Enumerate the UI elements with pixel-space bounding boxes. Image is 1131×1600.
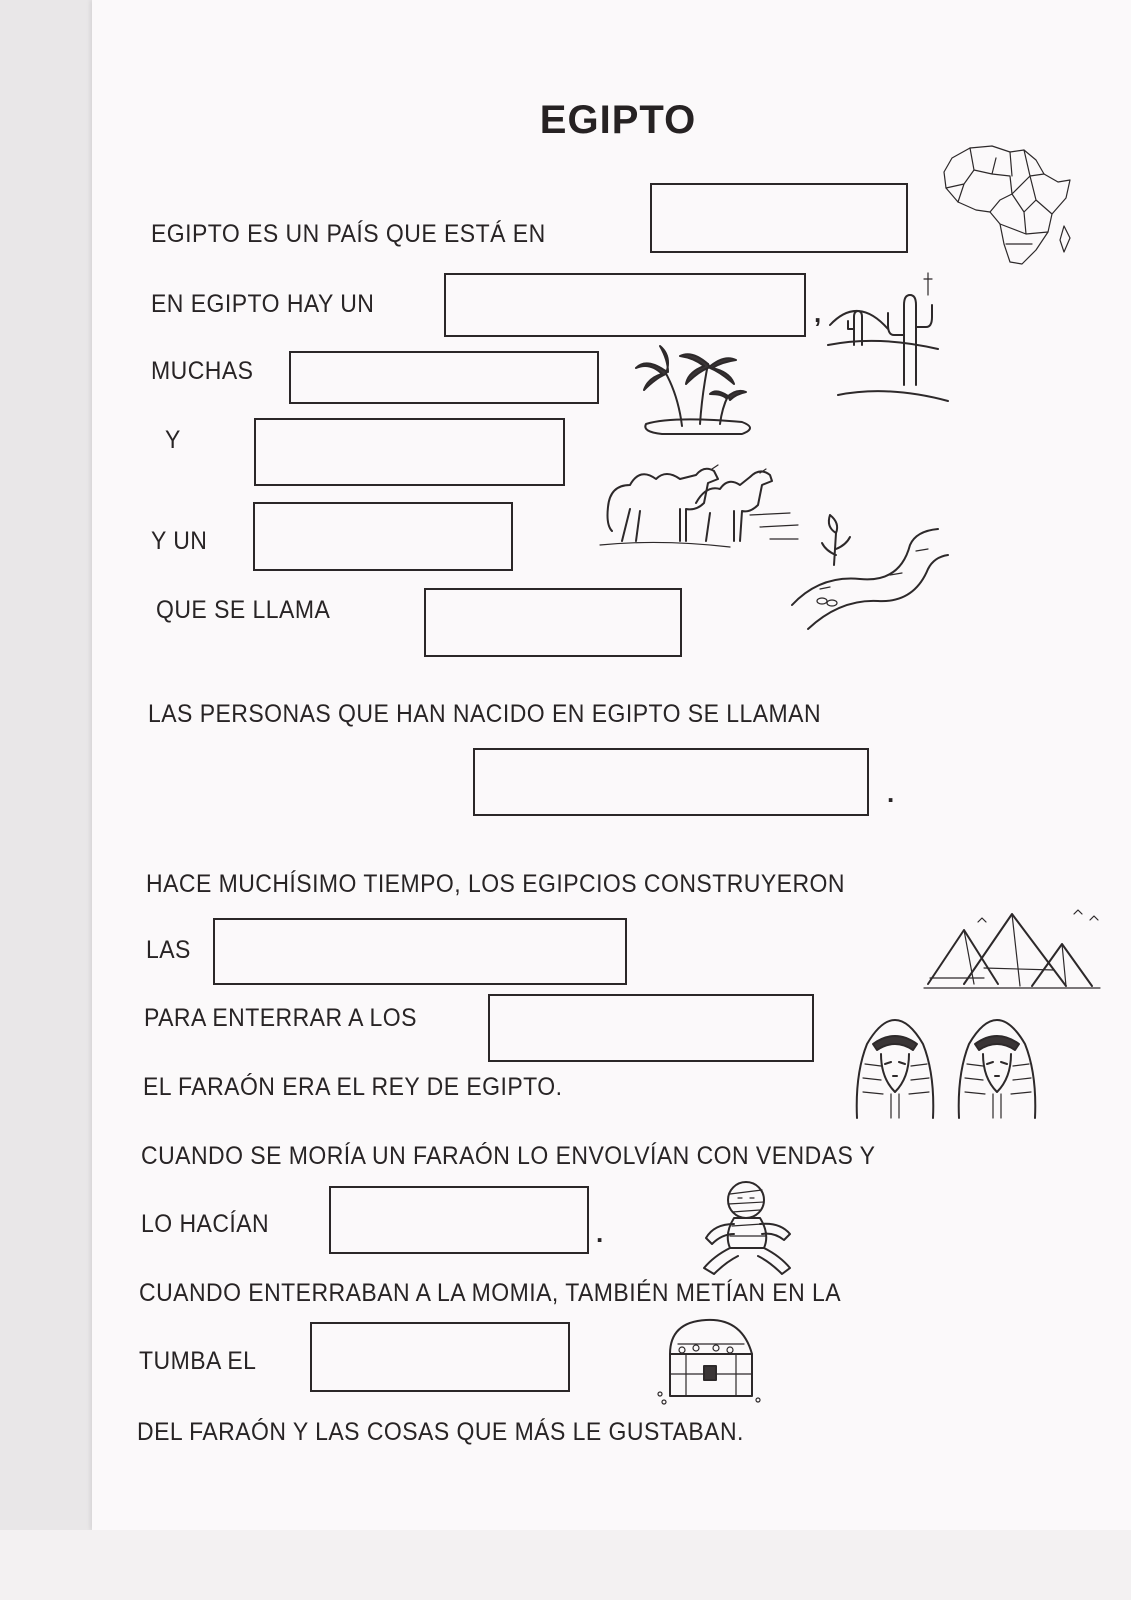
sentence-the: LAS <box>146 936 191 964</box>
page-title: EGIPTO <box>539 98 697 142</box>
sentence-and: Y <box>165 426 181 454</box>
answer-box-pyramids[interactable] <box>213 918 627 985</box>
sentence-location: EGIPTO ES UN PAÍS QUE ESTÁ EN <box>151 220 546 248</box>
answer-box-egyptians[interactable] <box>473 748 869 816</box>
sentence-to-bury: PARA ENTERRAR A LOS <box>144 1004 417 1032</box>
sentence-long-ago: HACE MUCHÍSIMO TIEMPO, LOS EGIPCIOS CONSTRUYERON <box>146 870 845 898</box>
sentence-belongings: DEL FARAÓN Y LAS COSAS QUE MÁS LE GUSTABAN. <box>137 1418 744 1446</box>
answer-box-treasure[interactable] <box>310 1322 570 1392</box>
sentence-people: LAS PERSONAS QUE HAN NACIDO EN EGIPTO SE LLAMAN <box>148 700 822 728</box>
answer-box-river[interactable] <box>253 502 513 571</box>
river-nile-icon <box>790 505 950 635</box>
treasure-chest-icon <box>656 1314 776 1409</box>
comma: , <box>814 298 822 328</box>
desert-cactus-icon <box>828 265 958 415</box>
answer-box-desert[interactable] <box>444 273 806 337</box>
sentence-pharaoh-king: EL FARAÓN ERA EL REY DE EGIPTO. <box>143 1073 563 1101</box>
answer-box-nile[interactable] <box>424 588 682 657</box>
pyramids-icon <box>924 908 1104 993</box>
sentence-when-buried: CUANDO ENTERRABAN A LA MOMIA, TAMBIÉN METÍAN EN LA <box>139 1279 842 1307</box>
sentence-and-a: Y UN <box>151 527 208 555</box>
period: . <box>596 1218 604 1248</box>
answer-box-oases[interactable] <box>289 351 599 404</box>
oasis-palm-icon <box>632 344 762 439</box>
sentence-when-died: CUANDO SE MORÍA UN FARAÓN LO ENVOLVÍAN CON VENDAS Y <box>141 1142 876 1170</box>
period: . <box>887 778 895 808</box>
sentence-called: QUE SE LLAMA <box>156 596 331 624</box>
answer-box-mummy[interactable] <box>329 1186 589 1254</box>
sentence-many: MUCHAS <box>151 357 254 385</box>
background-strip <box>0 1530 1131 1600</box>
pharaoh-icon <box>851 1014 1041 1129</box>
sentence-there-is: EN EGIPTO HAY UN <box>151 290 375 318</box>
africa-map-icon <box>940 140 1080 270</box>
answer-box-camels[interactable] <box>254 418 565 486</box>
answer-box-continent[interactable] <box>650 183 908 253</box>
mummy-icon <box>694 1178 804 1278</box>
sentence-tomb: TUMBA EL <box>139 1347 257 1375</box>
camels-icon <box>600 455 800 555</box>
answer-box-pharaohs[interactable] <box>488 994 814 1062</box>
sentence-made: LO HACÍAN <box>141 1210 270 1238</box>
